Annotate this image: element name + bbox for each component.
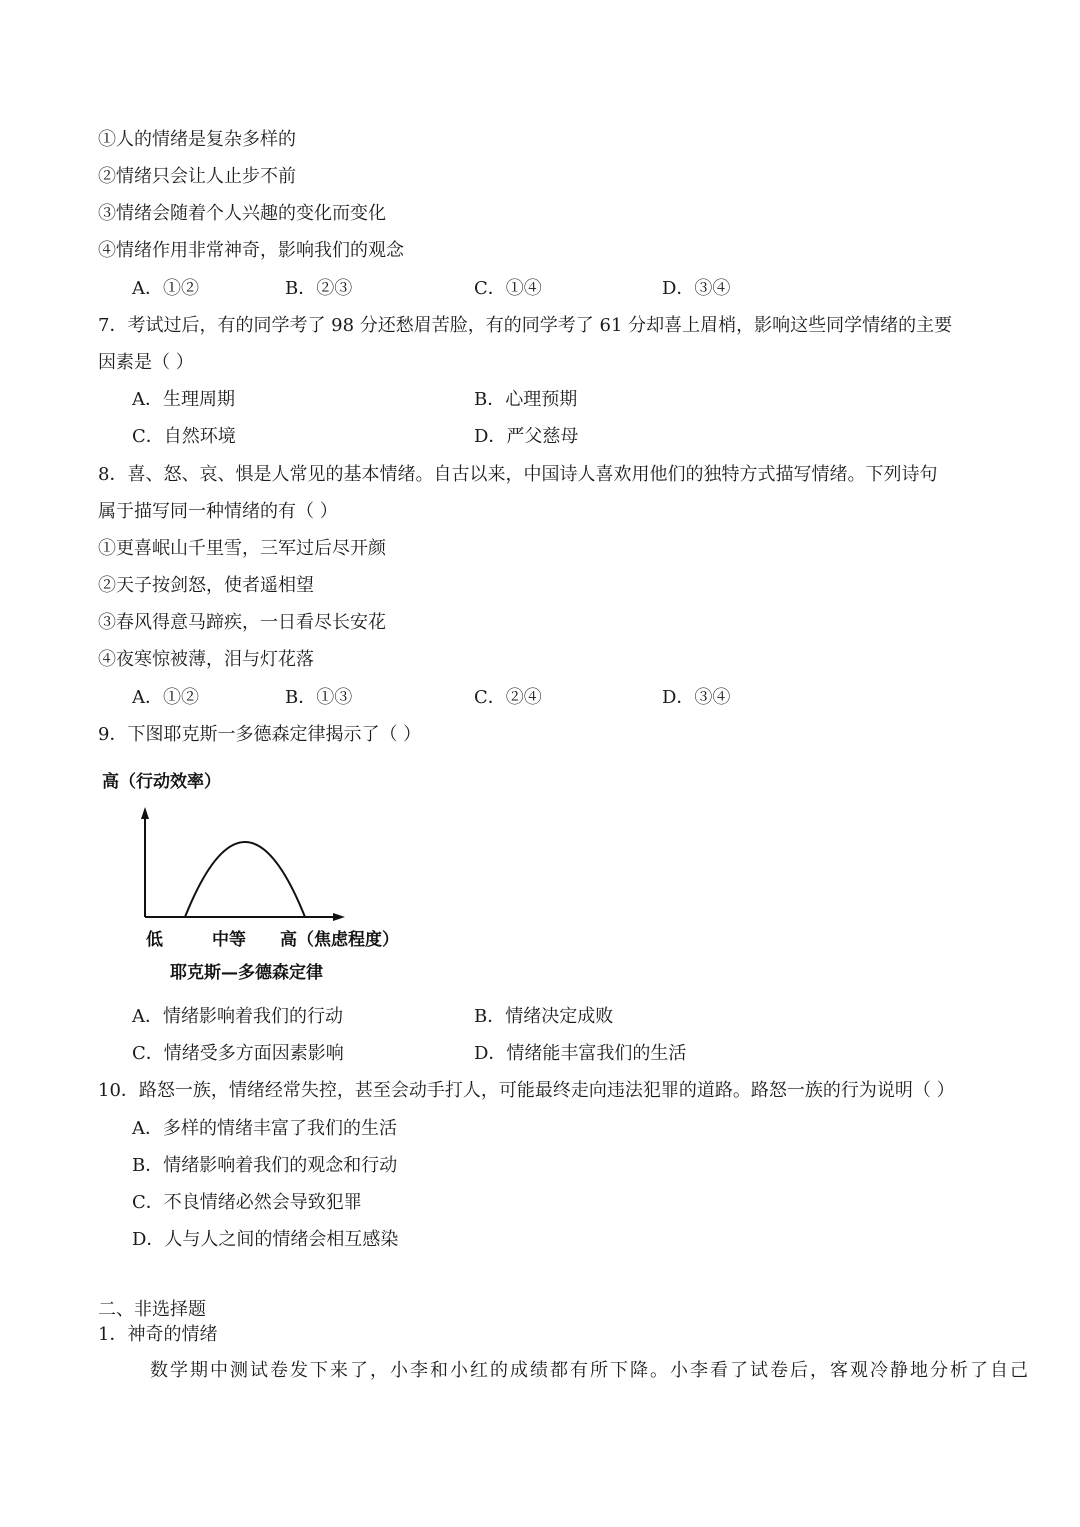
q8-option-d: D．③④ [662, 687, 731, 708]
q8-stem-line1: 8．喜、怒、哀、惧是人常见的基本情绪。自古以来，中国诗人喜欢用他们的独特方式描写情绪。下列诗句 [98, 464, 938, 485]
q10-stem: 10．路怒一族，情绪经常失控，甚至会动手打人，可能最终走向违法犯罪的道路。路怒一族的行为说明（ ） [98, 1080, 955, 1101]
series-curve [185, 842, 305, 917]
yerkes-dodson-chart [98, 765, 428, 990]
q8-item-1: ①更喜岷山千里雪，三军过后尽开颜 [98, 538, 386, 559]
q10-option-b: B．情绪影响着我们的观念和行动 [132, 1155, 398, 1176]
section2-q1-title: 1．神奇的情绪 [98, 1324, 218, 1345]
q6-item-4: ④情绪作用非常神奇，影响我们的观念 [98, 240, 404, 261]
x-tick-high: 高（焦虑程度） [280, 930, 399, 950]
q9-option-d: D．情绪能丰富我们的生活 [474, 1043, 687, 1064]
q10-option-c: C．不良情绪必然会导致犯罪 [132, 1192, 362, 1213]
q6-item-1: ①人的情绪是复杂多样的 [98, 129, 296, 150]
q8-option-a: A．①② [132, 687, 199, 708]
x-tick-low: 低 [146, 930, 163, 950]
q6-option-d: D．③④ [662, 278, 731, 299]
q8-stem-line2: 属于描写同一种情绪的有（ ） [98, 501, 338, 522]
q9-option-b: B．情绪决定成败 [474, 1006, 614, 1027]
q8-item-2: ②天子按剑怒，使者遥相望 [98, 575, 314, 596]
q6-option-a: A．①② [132, 278, 199, 299]
q7-stem-line1: 7．考试过后，有的同学考了 98 分还愁眉苦脸，有的同学考了 61 分却喜上眉梢，影响这些同学情绪的主要 [98, 315, 953, 336]
q9-option-c: C．情绪受多方面因素影响 [132, 1043, 344, 1064]
q10-option-a: A．多样的情绪丰富了我们的生活 [132, 1118, 397, 1139]
y-axis-arrow [141, 807, 149, 819]
x-tick-medium: 中等 [212, 930, 246, 950]
section2-heading: 二、非选择题 [98, 1299, 206, 1320]
q7-option-c: C．自然环境 [132, 426, 236, 447]
q10-option-d: D．人与人之间的情绪会相互感染 [132, 1229, 399, 1250]
q7-option-d: D．严父慈母 [474, 426, 579, 447]
q9-option-a: A．情绪影响着我们的行动 [132, 1006, 343, 1027]
q8-option-c: C．②④ [474, 687, 542, 708]
q6-item-2: ②情绪只会让人止步不前 [98, 166, 296, 187]
q6-option-b: B．②③ [285, 278, 353, 299]
q7-option-b: B．心理预期 [474, 389, 578, 410]
q6-item-3: ③情绪会随着个人兴趣的变化而变化 [98, 203, 386, 224]
q7-option-a: A．生理周期 [132, 389, 235, 410]
q9-stem: 9．下图耶克斯一多德森定律揭示了（ ） [98, 724, 422, 745]
chart-title: 耶克斯—多德森定律 [170, 963, 323, 983]
q8-option-b: B．①③ [285, 687, 353, 708]
q8-item-3: ③春风得意马蹄疾，一日看尽长安花 [98, 612, 386, 633]
section2-q1-paragraph: 数学期中测试卷发下来了，小李和小红的成绩都有所下降。小李看了试卷后，客观冷静地分析了自己 [150, 1360, 1030, 1381]
chart-y-label: 高（行动效率） [102, 772, 221, 792]
q6-option-c: C．①④ [474, 278, 542, 299]
q8-item-4: ④夜寒惊被薄，泪与灯花落 [98, 649, 314, 670]
q7-stem-line2: 因素是（ ） [98, 352, 194, 373]
x-axis-arrow [333, 913, 345, 921]
